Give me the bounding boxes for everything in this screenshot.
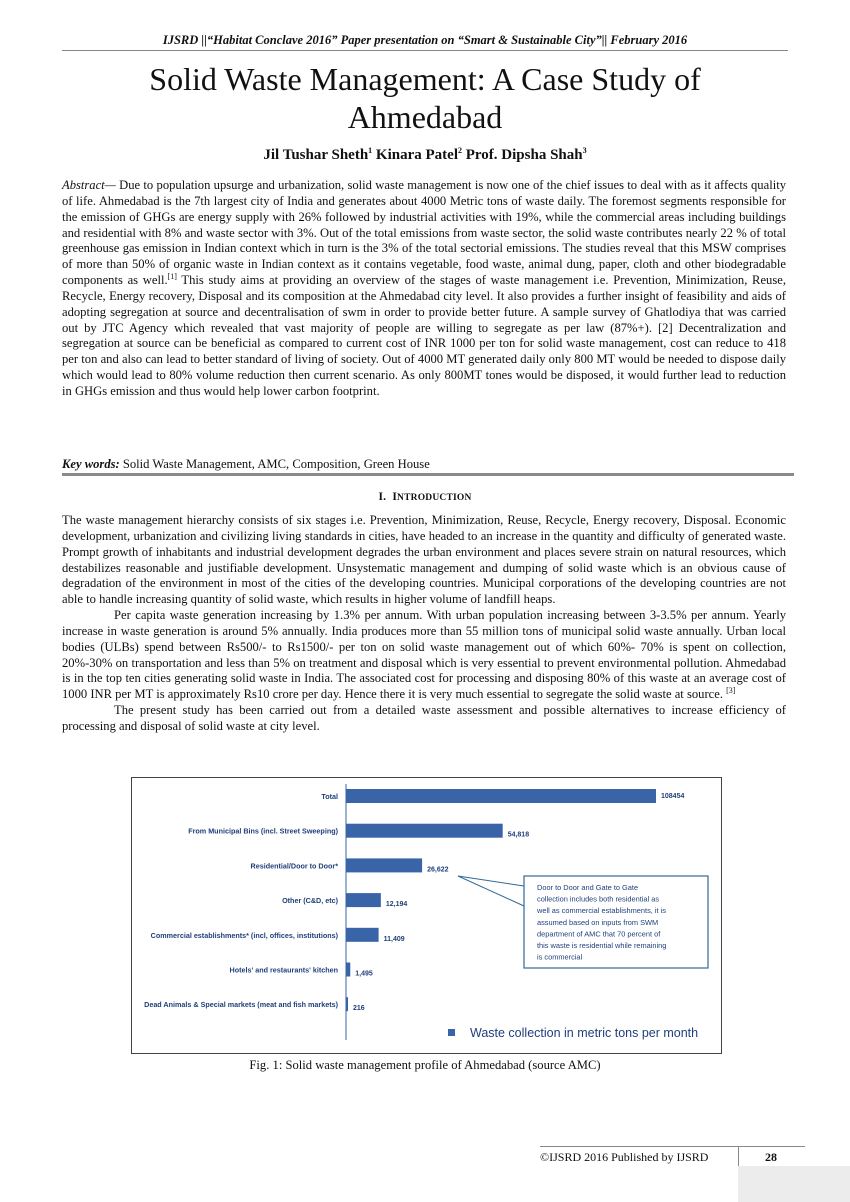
intro-paragraph-3: The present study has been carried out from a detailed waste assessment and possible alternatives to increase efficiency of processing and disposal of solid waste at city level. [62, 703, 786, 733]
chart-bar [346, 997, 348, 1011]
author-list [0, 147, 850, 164]
chart-annotation-line: collection includes both residential as [537, 894, 660, 904]
intro-paragraph-2-ref: [3] [726, 686, 736, 696]
chart-bar [346, 928, 379, 942]
chart-annotation-line: this waste is residential while remaining [537, 941, 667, 950]
chart-category-label: Other (C&D, etc) [282, 896, 338, 906]
author-3: Prof. Dipsha Shah [465, 147, 583, 163]
introduction-body [62, 513, 786, 735]
footer-copyright: ©IJSRD 2016 Published by IJSRD [540, 1150, 709, 1164]
title-line-2: Ahmedabad [347, 99, 503, 135]
chart-bar [346, 824, 503, 838]
chart-annotation-line: assumed based on inputs from SWM [537, 917, 659, 927]
author-3-affiliation: 3 [582, 146, 587, 155]
abstract-ref-1: [1] [167, 271, 177, 281]
intro-paragraph-1: The waste management hierarchy consists of six stages i.e. Prevention, Minimization, Reuse, Recycle, Energy recovery, Disposal. Economic development, urbanization and civilizing living standards in cities, have headed to an increase in the quantity and difficulty of generated waste. Prompt growth of inhabitants and industrial development degrades the urban environment and places severe strain on natural resources, which destabilizes reasonable and justifiable development. Unsystematic management and dumping of solid waste which is an obvious cause of degradation of the environment in most of the cities of the developing countries. Municipal corporations of the developing countries are not able to handle increasing quantity of solid waste, which results in higher volume of landfill heaps. [62, 513, 786, 607]
author-1-affiliation: 1 [368, 146, 373, 155]
section-title-rest: NTRODUCTION [397, 493, 472, 503]
chart-bar [346, 858, 422, 872]
chart-value-label: 54,818 [507, 831, 530, 839]
chart-annotation-line: Door to Door and Gate to Gate [537, 883, 639, 892]
title-line-1: Solid Waste Management: A Case Study of [149, 61, 701, 97]
keywords-label: Key words: [62, 457, 120, 471]
page-corner-shade [738, 1166, 850, 1202]
running-header: IJSRD ||“Habitat Conclave 2016” Paper presentation on “Smart & Sustainable City”|| February 2016 [162, 33, 688, 47]
chart-value-label: 216 [353, 1005, 365, 1013]
intro-paragraph-2-text: Per capita waste generation increasing by 1.3% per annum. With urban population increasing between 3-3.5% per annum. Yearly increase in waste generation is around 5% annually. India produces more than 55 million tons of municipal solid waste annually. Urban local bodies (ULBs) spend between Rs500/- to Rs1500/- per ton on solid waste management out of which 60%- 70% is spent on collection, 20%-30% on transportation and less than 5% on treatment and disposal which is very essential to prevent environmental pollution. Ahmedabad is in the top ten cities generating solid waste in India. The associated cost for processing and disposing 80% of this waste at an average cost of 1000 INR per MT is approximately Rs10 crore per day. Hence there it is very much essential to segregate the solid waste at source. [62, 608, 786, 702]
waste-bar-chart [132, 778, 721, 1053]
keywords-text: Solid Waste Management, AMC, Composition, Green House [119, 457, 430, 471]
chart-annotation-line: department of AMC that 70 percent of [537, 929, 661, 939]
chart-category-label: Residential/Door to Door* [250, 861, 338, 871]
chart-annotation-line: well as commercial establishments, it is [537, 906, 666, 916]
footer-divider [540, 1146, 740, 1147]
page-number: 28 [765, 1150, 777, 1164]
abstract [62, 178, 786, 400]
chart-annotation-pointer [458, 876, 524, 906]
figure-1-chart [131, 777, 722, 1054]
abstract-text-1: Due to population upsurge and urbanization, solid waste management is now one of the chief issues to deal with as it affects quality of life. Ahmedabad is the 7th largest city of India and generates about 4000 Metric tons of waste daily. The foremost segments responsible for the emission of GHGs are energy supply with 26% followed by industrial activities with 19%, while the commercial areas including buildings and residential with 8% and waste sector with 3%. Out of the total emissions from waste sector, the solid waste contributes nearly 22 % of total greenhouse gas emission in Indian context which in turn is the 3% of the total sectorial emissions. The studies reveal that this MSW comprises of more than 50% of organic waste in Indian context as it contains vegetable, food waste, animal dung, paper, cloth and other biodegradable components as well. [62, 178, 786, 288]
author-2-affiliation: 2 [458, 146, 462, 155]
abstract-label: Abstract— [62, 178, 116, 192]
paper-title [60, 60, 790, 136]
author-1: Jil Tushar Sheth [263, 147, 369, 163]
intro-paragraph-2 [62, 608, 786, 703]
chart-category-label: Hotels' and restaurants' kitchen [229, 965, 338, 975]
chart-value-label: 12,194 [385, 901, 408, 909]
section-title-initial: I [392, 491, 398, 503]
keywords [62, 457, 786, 472]
chart-bar [346, 893, 381, 907]
chart-category-label: Total [321, 792, 338, 801]
section-heading-introduction [0, 491, 850, 503]
chart-value-label: 11,409 [383, 935, 405, 943]
chart-annotation-line: is commercial [537, 952, 583, 962]
chart-category-label: Dead Animals & Special markets (meat and fish markets) [144, 1000, 338, 1010]
chart-value-label: 26,622 [427, 866, 449, 874]
chart-bar [346, 963, 350, 977]
figure-caption: Fig. 1: Solid waste management profile of Ahmedabad (source AMC) [249, 1058, 601, 1072]
author-2: Kinara Patel [375, 147, 458, 163]
keywords-divider [62, 473, 794, 476]
section-number: I. [378, 491, 387, 503]
chart-bar [346, 789, 656, 803]
chart-legend-swatch [448, 1029, 455, 1036]
header-divider [62, 50, 788, 51]
chart-value-label: 108454 [661, 793, 685, 800]
abstract-text-2: This study aims at providing an overview of the stages of waste management i.e. Prevention, Minimization, Reuse, Recycle, Energy recovery, Disposal and its composition at the Ahmedabad city level. It also provides a further insight of feasibility and aids of adopting segregation at source and decentralisation of swm in order to provide better future. A sample survey of Ghatlodiya that was carried out by JTC Agency which revealed that vast majority of people are willing to segregate as per law (87%+). [2] Decentralization and segregation at source can be beneficial as compared to current cost of INR 1000 per ton for solid waste management, cost can reduce to 418 per ton and also can lead to better standard of living of society. Out of 4000 MT generated daily only 800 MT would be needed to dispose daily which would lead to 80% volume reduction then current scenario. As only 800MT tones would be disposed, it would further lead to reduction in GHGs emission and thus would help lower carbon footprint. [62, 273, 786, 398]
chart-legend-label: Waste collection in metric tons per month [470, 1026, 699, 1040]
chart-category-label: Commercial establishments* (incl, offices, institutions) [150, 930, 338, 940]
chart-category-label: From Municipal Bins (incl. Street Sweeping) [188, 826, 338, 836]
chart-value-label: 1,495 [355, 970, 373, 978]
